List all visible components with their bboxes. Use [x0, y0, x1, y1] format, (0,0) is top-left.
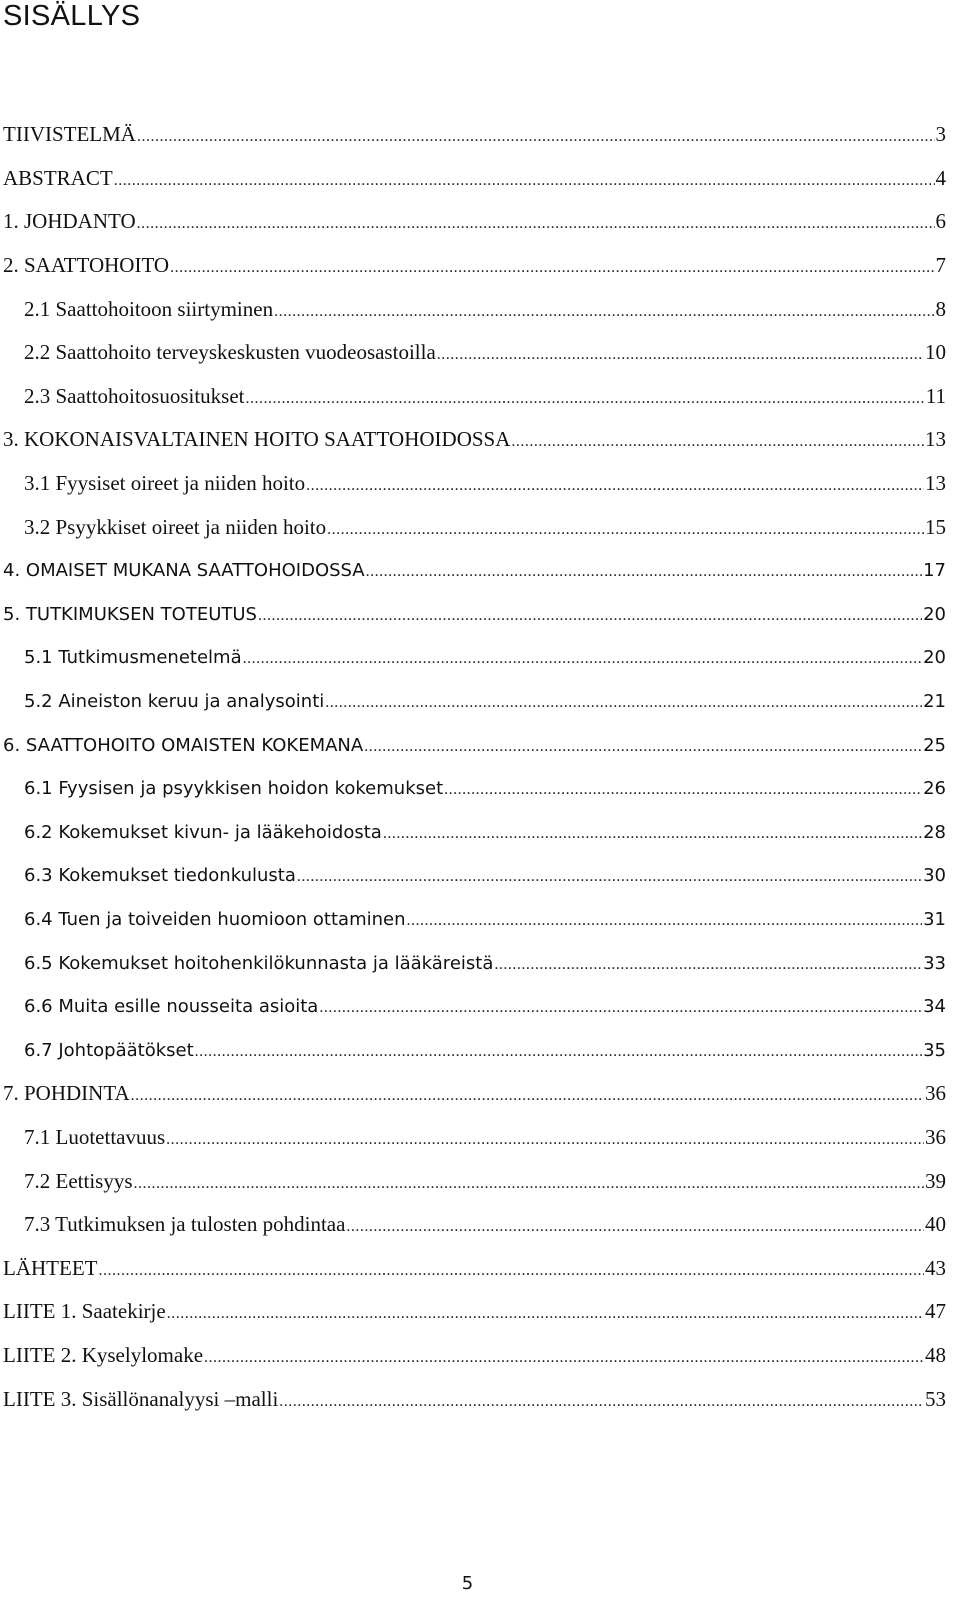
toc-entry-label: 6.4 Tuen ja toiveiden huomioon ottaminen: [24, 908, 406, 930]
toc-entry[interactable]: [0, 287, 960, 331]
dot-leader: [437, 346, 924, 364]
dot-leader: [279, 1393, 924, 1411]
toc-entry[interactable]: [0, 941, 960, 985]
toc-entry[interactable]: [0, 1246, 960, 1290]
toc-entry-page: 11: [925, 383, 946, 408]
toc-entry[interactable]: [0, 1334, 960, 1378]
toc-entry-label: 4. OMAISET MUKANA SAATTOHOIDOSSA: [3, 560, 365, 582]
toc-entry-label: 6.7 Johtopäätökset: [24, 1039, 194, 1061]
page-number: 5: [461, 1573, 474, 1594]
dot-leader: [319, 999, 922, 1017]
dot-leader: [137, 128, 935, 146]
dot-leader: [297, 868, 922, 886]
toc-entry-label: 3. KOKONAISVALTAINEN HOITO SAATTOHOIDOSSA: [3, 427, 511, 452]
dot-leader: [366, 563, 922, 581]
dot-leader: [167, 1305, 924, 1323]
toc-entry-page: 53: [925, 1386, 946, 1411]
toc-entry-page: 28: [923, 821, 946, 843]
toc-entry[interactable]: [0, 1290, 960, 1334]
dot-leader: [243, 650, 922, 668]
toc-entry-page: 40: [925, 1212, 946, 1237]
dot-leader: [494, 956, 922, 974]
toc-entry-page: 35: [923, 1039, 946, 1061]
toc-entry-label: ABSTRACT: [3, 165, 113, 190]
toc-entry[interactable]: [0, 244, 960, 288]
toc-entry-label: 7. POHDINTA: [3, 1081, 130, 1106]
toc-entry-page: 4: [935, 165, 946, 190]
toc-entry-label: 6.1 Fyysisen ja psyykkisen hoidon kokemukset: [24, 778, 444, 800]
toc-entry-label: 5.1 Tutkimusmenetelmä: [24, 647, 242, 669]
toc-entry-label: 7.2 Eettisyys: [24, 1168, 133, 1193]
toc-entry-page: 36: [925, 1124, 946, 1149]
dot-leader: [204, 1349, 924, 1367]
toc-entry-page: 6: [935, 209, 946, 234]
toc-entry-page: 8: [935, 296, 946, 321]
toc-entry-label: LÄHTEET: [3, 1255, 98, 1280]
toc-entry-label: 2.1 Saattohoitoon siirtyminen: [24, 296, 274, 321]
toc-entry-page: 15: [925, 514, 946, 539]
dot-leader: [383, 825, 922, 843]
toc-entry[interactable]: [0, 462, 960, 506]
toc-entry-label: 7.3 Tutkimuksen ja tulosten pohdintaa: [24, 1212, 346, 1237]
dot-leader: [134, 1175, 925, 1193]
dot-leader: [166, 1131, 924, 1149]
toc-entry[interactable]: [0, 680, 960, 724]
toc-entry-label: 2. SAATTOHOITO: [3, 253, 170, 278]
toc-entry-page: 20: [923, 647, 946, 669]
toc-entry-page: 17: [923, 560, 946, 582]
toc-entry-page: 13: [925, 471, 946, 496]
toc-entry-page: 26: [923, 778, 946, 800]
toc-entry-label: 3.1 Fyysiset oireet ja niiden hoito: [24, 471, 306, 496]
toc-entry[interactable]: [0, 549, 960, 593]
toc-entry[interactable]: [0, 1159, 960, 1203]
toc-entry-label: 6.6 Muita esille nousseita asioita: [24, 996, 319, 1018]
toc-entry-page: 43: [925, 1255, 946, 1280]
toc-entry-label: 2.3 Saattohoitosuositukset: [24, 383, 245, 408]
dot-leader: [364, 738, 922, 756]
dot-leader: [346, 1218, 924, 1236]
toc-entry[interactable]: [0, 811, 960, 855]
dot-leader: [131, 1087, 924, 1105]
dot-leader: [444, 781, 922, 799]
toc-entry-page: 47: [925, 1299, 946, 1324]
toc-entry-page: 13: [925, 427, 946, 452]
toc-entry[interactable]: [0, 505, 960, 549]
toc-entry-label: 6.3 Kokemukset tiedonkulusta: [24, 865, 296, 887]
dot-leader: [274, 303, 934, 321]
toc-entry-page: 48: [925, 1342, 946, 1367]
toc-entry-label: LIITE 3. Sisällönanalyysi –malli: [3, 1386, 279, 1411]
toc-entry-page: 33: [923, 952, 946, 974]
dot-leader: [170, 259, 934, 277]
toc-entry-label: TIIVISTELMÄ: [3, 122, 136, 147]
dot-leader: [511, 433, 924, 451]
toc-entry[interactable]: [0, 1116, 960, 1160]
toc-entry-page: 36: [925, 1081, 946, 1106]
toc-entry-label: 5. TUTKIMUKSEN TOTEUTUS: [3, 603, 257, 625]
dot-leader: [246, 390, 925, 408]
toc-entry-page: 3: [935, 122, 946, 147]
toc-entry-page: 39: [925, 1168, 946, 1193]
toc-entry-page: 34: [923, 996, 946, 1018]
dot-leader: [98, 1262, 924, 1280]
dot-leader: [306, 477, 924, 495]
toc-entry-page: 7: [935, 253, 946, 278]
dot-leader: [258, 607, 922, 625]
toc-entry[interactable]: [0, 723, 960, 767]
toc-entry[interactable]: [0, 113, 960, 157]
toc-entry-page: 25: [923, 734, 946, 756]
toc-entry-label: 5.2 Aineiston keruu ja analysointi: [24, 691, 325, 713]
dot-leader: [195, 1043, 922, 1061]
toc-entry-page: 20: [923, 603, 946, 625]
toc-entry[interactable]: [0, 375, 960, 419]
toc-entry-label: LIITE 1. Saatekirje: [3, 1299, 166, 1324]
dot-leader: [137, 215, 935, 233]
toc-entry[interactable]: [0, 1072, 960, 1116]
toc-entry-label: 6.5 Kokemukset hoitohenkilökunnasta ja lääkäreistä: [24, 952, 494, 974]
toc-entry[interactable]: [0, 985, 960, 1029]
toc-entry-page: 31: [923, 908, 946, 930]
toc-entry[interactable]: [0, 1203, 960, 1247]
toc-entry[interactable]: [0, 331, 960, 375]
toc-entry-label: 6.2 Kokemukset kivun- ja lääkehoidosta: [24, 821, 382, 843]
toc-entry[interactable]: [0, 157, 960, 201]
toc-entry[interactable]: [0, 1377, 960, 1421]
toc-entry[interactable]: [0, 1028, 960, 1072]
toc-entry[interactable]: [0, 898, 960, 942]
toc-entry[interactable]: [0, 200, 960, 244]
toc-entry-label: 1. JOHDANTO: [3, 209, 136, 234]
toc-entry-page: 10: [925, 340, 946, 365]
toc-entry-label: 6. SAATTOHOITO OMAISTEN KOKEMANA: [3, 734, 364, 756]
toc-entry[interactable]: [0, 854, 960, 898]
toc-entry-label: 2.2 Saattohoito terveyskeskusten vuodeosastoilla: [24, 340, 436, 365]
page-title: SISÄLLYS: [3, 0, 141, 32]
toc-entry[interactable]: [0, 418, 960, 462]
toc-entry-page: 21: [923, 691, 946, 713]
table-of-contents: [0, 113, 960, 1421]
toc-entry-label: 7.1 Luotettavuus: [24, 1124, 166, 1149]
toc-entry-page: 30: [923, 865, 946, 887]
toc-entry-label: LIITE 2. Kyselylomake: [3, 1342, 204, 1367]
dot-leader: [407, 912, 923, 930]
toc-entry-label: 3.2 Psyykkiset oireet ja niiden hoito: [24, 514, 327, 539]
toc-entry[interactable]: [0, 593, 960, 637]
dot-leader: [114, 172, 935, 190]
toc-entry[interactable]: [0, 767, 960, 811]
dot-leader: [327, 521, 924, 539]
dot-leader: [325, 694, 922, 712]
toc-entry[interactable]: [0, 636, 960, 680]
